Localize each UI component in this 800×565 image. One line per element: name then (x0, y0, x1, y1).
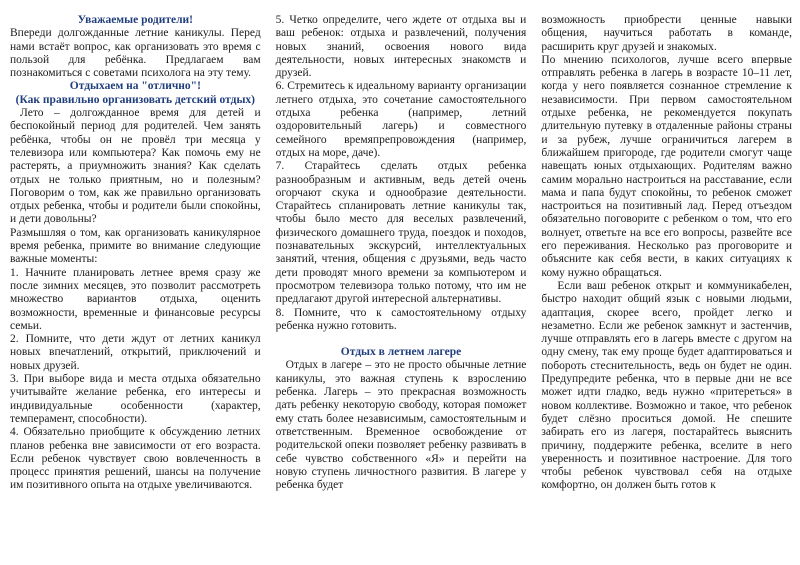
paragraph: По мнению психологов, лучше всего впервые отправлять ребенка в лагерь в возрасте 10–11 лет, когда у него появляется сознанное стремление к независимости. При первом самостоятельном отдыхе ребенка, не рекомендуется покупать длительную путевку в отдаленные районы страны и за рубеж, лучше ограничиться лагерем в ближайшем пригороде, где родители смогут чаще навещать юных отдыхающих. Родителям важно самим морально настроиться на расставание, если мама и папа будут спокойны, то ребенок сможет настроиться на позитивный лад. Перед отъездом обязательно поговорите с ребенком о том, что его волнует, ответьте на все его вопросы, развейте все его переживания. Несколько раз проговорите и объясните как себя вести, в каких ситуациях к кому нужно обращаться. (541, 53, 793, 279)
text-column-3 (541, 14, 792, 555)
text-column-2 (276, 14, 527, 555)
list-item-5: 5. Четко определите, чего ждете от отдыха вы и ваш ребенок: отдыха и развлечений, получения новых знаний, освоения нового вида деятельности, новых интересных знакомств и друзей. (275, 14, 527, 80)
paragraph: Размышляя о том, как организовать каникулярное время ребенка, примите во внимание следующие важные моменты: (10, 226, 261, 266)
list-item-1: 1. Начните планировать летнее время сразу же после зимних месяцев, это позволит рассмотреть множество вариантов отдыха, оценить возможности, временные и финансовые ресурсы семьи. (10, 266, 261, 332)
paragraph: Лето – долгожданное время для детей и беспокойный период для родителей. Чем занять ребёнка, чтобы он не провёл три месяца у телевизора или компьютера? Как помочь ему не растерять, а приумножить знания? Как сделать отдых не только приятным, но и полезным? Поговорим о том, как же правильно организовать отдых ребенка, чтобы и родители были спокойны, и дети довольны? (10, 107, 261, 226)
paragraph: Если ваш ребенок открыт и коммуникабелен, быстро находит общий язык с новыми людьми, адаптация, скорее всего, пройдет легко и незаметно. Если же ребенок замкнут и застенчив, лучше отправлять его в лагерь вместе с другом на одну смену, так ему проще будет адаптироваться и побороть стеснительность, ведь он будет не один. Предупредите ребенка, что в первые дни не все может идти гладко, ведь нужно «притереться» в новом коллективе. Возможно и такое, что ребенок будет слёзно проситься домой. Не спешите забирать его из лагеря, постарайтесь выяснить причину, поддержите ребенка, вселите в него уверенность и позитивное настроение. Для того чтобы ребенок чувствовал себя на отдыхе комфортно, он должен быть готов к (541, 279, 793, 492)
list-item-7: 7. Старайтесь сделать отдых ребенка разнообразным и активным, ведь детей очень огорчают скука и однообразие деятельности. Старайтесь спланировать летние каникулы так, чтобы было место для веселых развлечений, физического домашнего труда, поездок и походов, познавательных экскурсий, интеллектуальных занятий, чтения, общения с друзьями, ведь часто дети проводят много времени за компьютером и просмотром телевизора только потому, что им не предлагают другой интересной альтернативы. (275, 160, 527, 306)
list-item-6: 6. Стремитесь к идеальному варианту организации летнего отдыха, это сочетание самостоятельного отдыха ребенка (например, летний оздоровительный лагерь) и совместного семейного времяпрепровождения (например, отдых на море, даче). (275, 80, 527, 159)
heading-subtitle: (Как правильно организовать детский отдых) (15, 93, 256, 106)
paragraph: Впереди долгожданные летние каникулы. Перед нами встаёт вопрос, как организовать это время с пользой для ребёнка. Предлагаем вам познакомиться с советами психолога на эту тему. (10, 27, 261, 80)
list-item-2: 2. Помните, что дети ждут от летних каникул новых впечатлений, открытий, приключений и новых друзей. (10, 333, 261, 372)
heading-dear-parents: Уважаемые родители! (77, 14, 194, 26)
paragraph: возможность приобрести ценные навыки общения, научиться работать в команде, расширить круг друзей и знакомых. (541, 14, 793, 53)
heading-summer-camp: Отдых в летнем лагере (340, 346, 462, 359)
list-item-3: 3. При выборе вида и места отдыха обязательно учитывайте желание ребенка, его интересы и индивидуальные особенности (характер, темперамент, способности). (10, 373, 261, 425)
heading-rest-excellent: Отдыхаем на "отлично"! (69, 80, 201, 93)
text-column-1 (10, 14, 261, 555)
list-item-4: 4. Обязательно приобщите к обсуждению летних планов ребенка вне зависимости от его возраста. Если ребенок чувствует свою вовлеченность в процесс принятия решений, шансы на получение им позитивного опыта на отдыхе увеличиваются. (10, 426, 261, 492)
paragraph: Отдых в лагере – это не просто обычные летние каникулы, это важная ступень к взрослению ребенка. Лагерь – это прекрасная возможность дать ребенку некоторую свободу, которая поможет ему стать более независимым, самостоятельным и ответственным. Временное освобождение от родительской опеки позволяет ребенку развивать в себе чувство собственного «Я» и перейти на новую ступень личностного развития. В лагере у ребенка будет (275, 359, 527, 492)
list-item-8: 8. Помните, что к самостоятельному отдыху ребенка нужно готовить. (275, 306, 527, 332)
